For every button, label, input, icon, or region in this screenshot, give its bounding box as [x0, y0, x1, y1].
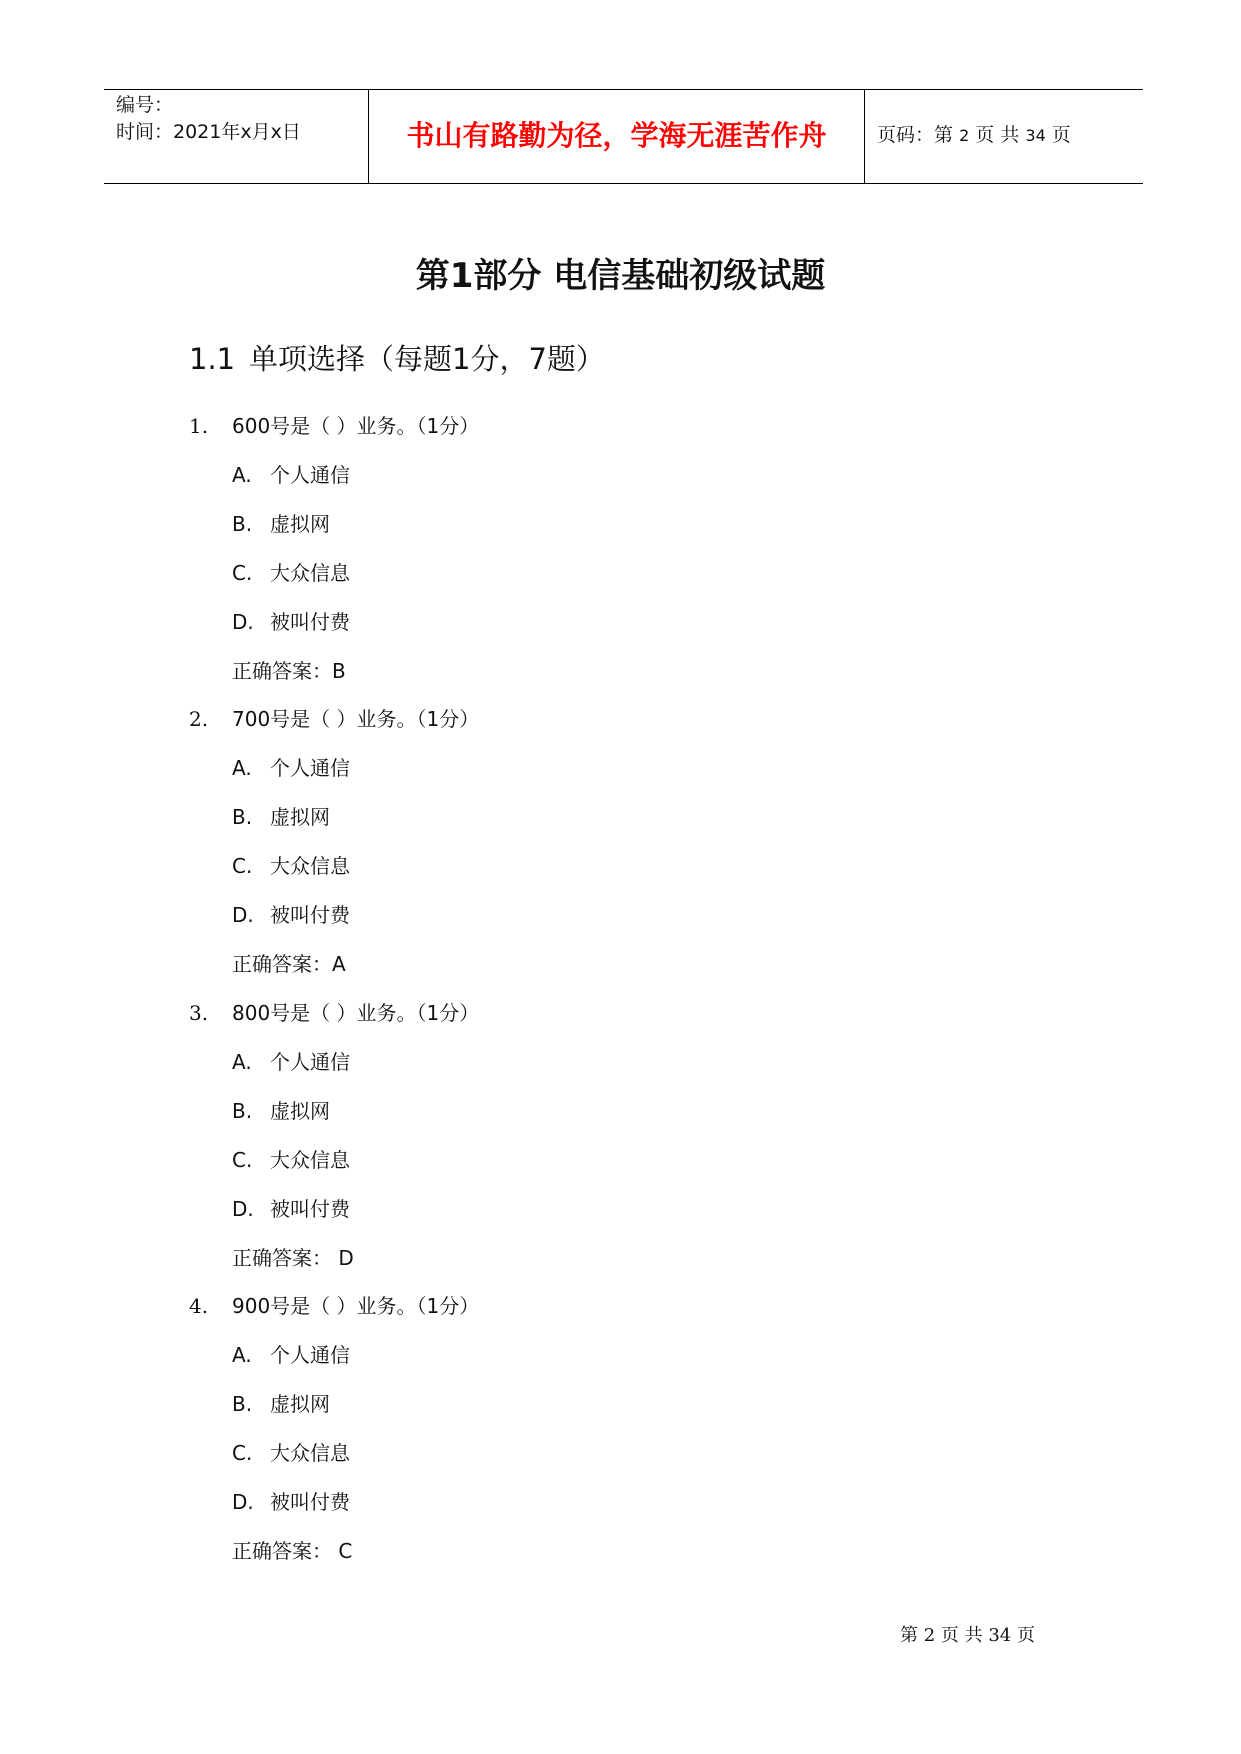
- section-title-text: 单项选择（每题1分，7题）: [249, 342, 605, 376]
- option-letter: B.: [232, 512, 253, 536]
- option-letter: A.: [232, 756, 252, 780]
- header-motto: 书山有路勤为径，学海无涯苦作舟: [406, 119, 827, 152]
- option-letter: B.: [232, 1392, 253, 1416]
- option-text: 被叫付费: [270, 610, 350, 634]
- option-letter: D.: [232, 610, 254, 634]
- option-letter: D.: [232, 1490, 254, 1514]
- option-text: 大众信息: [270, 1148, 350, 1172]
- option-text: 虚拟网: [270, 805, 330, 829]
- option-b: [232, 511, 330, 537]
- option-text: 大众信息: [270, 561, 350, 585]
- option-c: [232, 560, 350, 586]
- option-d: [232, 1489, 350, 1515]
- document-number-label: 编号：: [116, 94, 174, 116]
- document-time-label: 时间：2021年x月x日: [116, 121, 301, 143]
- page-label-suffix: 页: [1051, 124, 1071, 146]
- option-text: 大众信息: [270, 854, 350, 878]
- option-c: [232, 1440, 350, 1466]
- question-text: 800号是（ ）业务。（1分）: [232, 1001, 480, 1025]
- header-left-cell: [104, 90, 368, 183]
- correct-answer: 正确答案： D: [232, 1246, 354, 1270]
- option-letter: C.: [232, 1441, 253, 1465]
- option-d: [232, 1196, 350, 1222]
- header-middle-cell: [368, 90, 865, 183]
- correct-answer: 正确答案： C: [232, 1539, 353, 1563]
- question-number: 3.: [189, 1001, 209, 1025]
- option-text: 个人通信: [270, 463, 350, 487]
- question-text: 700号是（ ）业务。（1分）: [232, 707, 480, 731]
- option-a: [232, 755, 350, 781]
- option-text: 虚拟网: [270, 1099, 330, 1123]
- page-label-prefix: 页码：第: [877, 124, 954, 146]
- option-letter: C.: [232, 561, 253, 585]
- page-footer: 第 2 页 共 34 页: [900, 1625, 1035, 1646]
- option-letter: B.: [232, 1099, 253, 1123]
- option-text: 虚拟网: [270, 512, 330, 536]
- option-d: [232, 609, 350, 635]
- part-title: 第1部分 电信基础初级试题: [415, 256, 826, 296]
- option-b: [232, 804, 330, 830]
- section-number: 1.1: [189, 342, 236, 376]
- option-letter: A.: [232, 463, 252, 487]
- option-c: [232, 853, 350, 879]
- option-b: [232, 1391, 330, 1417]
- option-text: 被叫付费: [270, 903, 350, 927]
- option-d: [232, 902, 350, 928]
- option-letter: C.: [232, 1148, 253, 1172]
- section-heading: [189, 340, 605, 378]
- correct-answer: 正确答案：B: [232, 659, 346, 683]
- option-letter: A.: [232, 1343, 252, 1367]
- option-text: 个人通信: [270, 1343, 350, 1367]
- question-number: 4.: [189, 1294, 209, 1318]
- option-text: 被叫付费: [270, 1197, 350, 1221]
- question-text: 600号是（ ）业务。（1分）: [232, 414, 480, 438]
- option-a: [232, 1342, 350, 1368]
- option-text: 被叫付费: [270, 1490, 350, 1514]
- page-label-mid: 页 共: [975, 124, 1020, 146]
- question-number: 1.: [189, 414, 209, 438]
- question-1: [189, 413, 479, 439]
- option-text: 虚拟网: [270, 1392, 330, 1416]
- option-letter: D.: [232, 903, 254, 927]
- header-right-cell: [865, 90, 1143, 183]
- option-text: 大众信息: [270, 1441, 350, 1465]
- option-text: 个人通信: [270, 756, 350, 780]
- option-a: [232, 1049, 350, 1075]
- page-total: 34: [1025, 126, 1046, 145]
- correct-answer: 正确答案：A: [232, 952, 346, 976]
- page-current: 2: [959, 126, 970, 145]
- question-2: [189, 706, 479, 732]
- option-c: [232, 1147, 350, 1173]
- question-3: [189, 1000, 479, 1026]
- question-number: 2.: [189, 707, 209, 731]
- header-page-indicator: [877, 123, 1071, 148]
- question-text: 900号是（ ）业务。（1分）: [232, 1294, 480, 1318]
- option-a: [232, 462, 350, 488]
- option-text: 个人通信: [270, 1050, 350, 1074]
- option-letter: D.: [232, 1197, 254, 1221]
- option-b: [232, 1098, 330, 1124]
- header-table: [104, 89, 1143, 184]
- option-letter: C.: [232, 854, 253, 878]
- question-4: [189, 1293, 479, 1319]
- option-letter: B.: [232, 805, 253, 829]
- option-letter: A.: [232, 1050, 252, 1074]
